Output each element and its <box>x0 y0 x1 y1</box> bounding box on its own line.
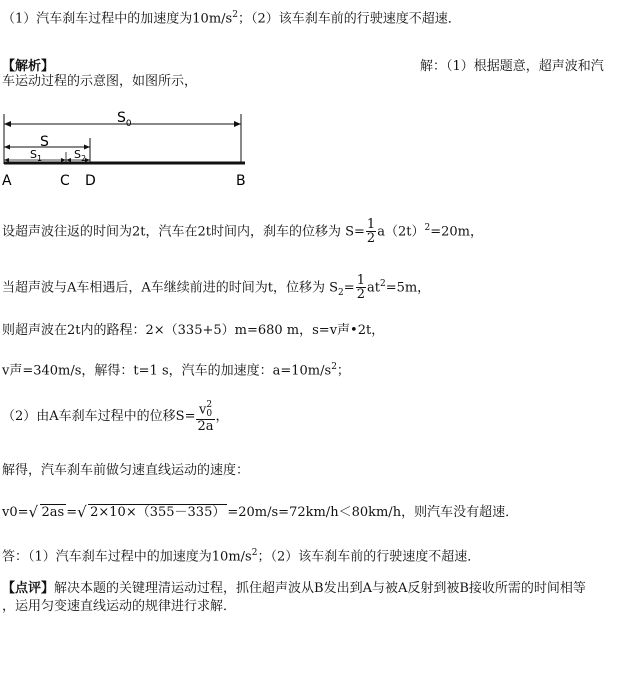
eq5-pre: （2）由A车刹车过程中的位移 <box>2 409 176 424</box>
header-text-b: ；（2）该车刹车前的行驶速度不超速． <box>237 11 461 27</box>
eq1-frac-num: 1 <box>366 217 376 233</box>
eq1-post: a（2t） <box>377 224 425 240</box>
analysis-cont: 车运动过程的示意图，如图所示， <box>2 74 198 89</box>
s0-arrow-right <box>234 121 241 127</box>
answer-text-b: ；（2）该车刹车前的行驶速度不超速． <box>257 549 481 565</box>
equation-2 <box>2 270 430 307</box>
eq2-pre: 当超声波与A车相遇后，A车继续前进的时间为t，位移为 S <box>2 280 339 296</box>
eq1-fraction <box>366 218 376 245</box>
eq5-frac-num <box>196 401 214 420</box>
s0-arrow-left <box>4 121 11 127</box>
equation-5 <box>2 400 229 434</box>
eq5-num-sub: 0 <box>206 408 213 419</box>
equation-1 <box>2 214 483 246</box>
sqrt-1-radical-icon: √ <box>28 503 39 521</box>
s-arrow-left <box>4 145 10 150</box>
eq2-sub: 2 <box>338 287 344 298</box>
header-sup: 2 <box>232 10 238 20</box>
point-d: D <box>85 173 96 189</box>
comment-tag: 【点评】 <box>2 581 55 596</box>
eq2-frac-num: 1 <box>356 273 365 289</box>
header-result-line <box>2 6 461 28</box>
eq7-pre: v0= <box>2 505 29 520</box>
line-4 <box>2 358 350 380</box>
line4-text: v声=340m/s，解得：t=1 s，汽车的加速度：a=10m/s <box>2 363 332 379</box>
eq2-tail: =5m， <box>385 280 431 296</box>
eq7-sqrt-2 <box>77 502 227 524</box>
eq2-fraction <box>356 274 366 301</box>
eq5-tail: ， <box>215 409 229 424</box>
eq5-fraction <box>196 401 214 433</box>
s1-arrow-left <box>4 158 9 162</box>
comment-line-2: ，运用匀变速直线运动的规律进行求解． <box>2 599 237 614</box>
eq7-sqrt-1 <box>29 502 67 524</box>
s2-label: $S_2$ <box>74 148 87 163</box>
s1-arrow-right <box>61 158 66 162</box>
s2-arrow-left <box>66 158 71 162</box>
eq7-tail: =20m/s=72km/h＜80km/h，则汽车没有超速． <box>227 505 519 520</box>
eq5-num-scripts <box>206 401 212 419</box>
point-b: B <box>236 173 246 189</box>
line-6: 解得，汽车刹车前做匀速直线运动的速度： <box>2 463 250 478</box>
eq1-tail: =20m， <box>430 224 483 240</box>
line-3: 则超声波在2t内的路程：2×（335+5）m=680 m，s=v声•2t， <box>2 323 385 338</box>
point-a: A <box>2 173 12 189</box>
comment-text-1: 解决本题的关键理清运动过程，抓住超声波从B发出到A与被A反射到被B接收所需的时间相等 <box>54 581 586 596</box>
header-text-a: （1）汽车刹车过程中的加速度为10m/s <box>2 11 233 27</box>
s-label: S <box>40 134 49 150</box>
eq1-pre: 设超声波往返的时间为2t，汽车在2t时间内，刹车的位移为 S= <box>2 224 365 240</box>
eq5-num-v: v <box>198 402 207 417</box>
answer-text-a: 答：（1）汽车刹车过程中的加速度为10m/s <box>2 549 252 565</box>
answer-sup: 2 <box>251 548 258 558</box>
equation-7 <box>2 502 518 524</box>
eq5-frac-den: 2a <box>197 418 214 434</box>
answer-line <box>2 544 480 566</box>
s1-label: $S_1$ <box>30 148 43 163</box>
comment-line-1 <box>2 580 586 598</box>
eq7-eq: = <box>66 505 78 520</box>
eq1-frac-den: 2 <box>366 231 376 247</box>
motion-diagram <box>0 100 260 195</box>
point-c: C <box>60 173 70 189</box>
eq2-eq: = <box>343 280 355 296</box>
eq2-frac-den: 2 <box>356 287 365 303</box>
eq5-s: S= <box>175 409 196 424</box>
line4-sup: 2 <box>331 362 337 372</box>
line4-tail: ； <box>336 363 350 379</box>
eq7-root1: 2as <box>41 505 65 520</box>
eq2-sup: 2 <box>379 279 386 289</box>
s-arrow-right <box>84 145 90 150</box>
eq5-num-sup: 2 <box>206 399 213 410</box>
eq2-post: at <box>366 280 380 296</box>
eq1-sup: 2 <box>424 223 431 233</box>
sqrt-2-radical-icon: √ <box>77 503 87 521</box>
eq7-root2: 2×10×（355－335） <box>90 505 226 520</box>
analysis-right-text: 解：（1）根据题意，超声波和汽 <box>420 59 604 74</box>
s0-label: $S_0$ <box>117 110 132 129</box>
analysis-tag: 【解析】 <box>2 59 55 74</box>
